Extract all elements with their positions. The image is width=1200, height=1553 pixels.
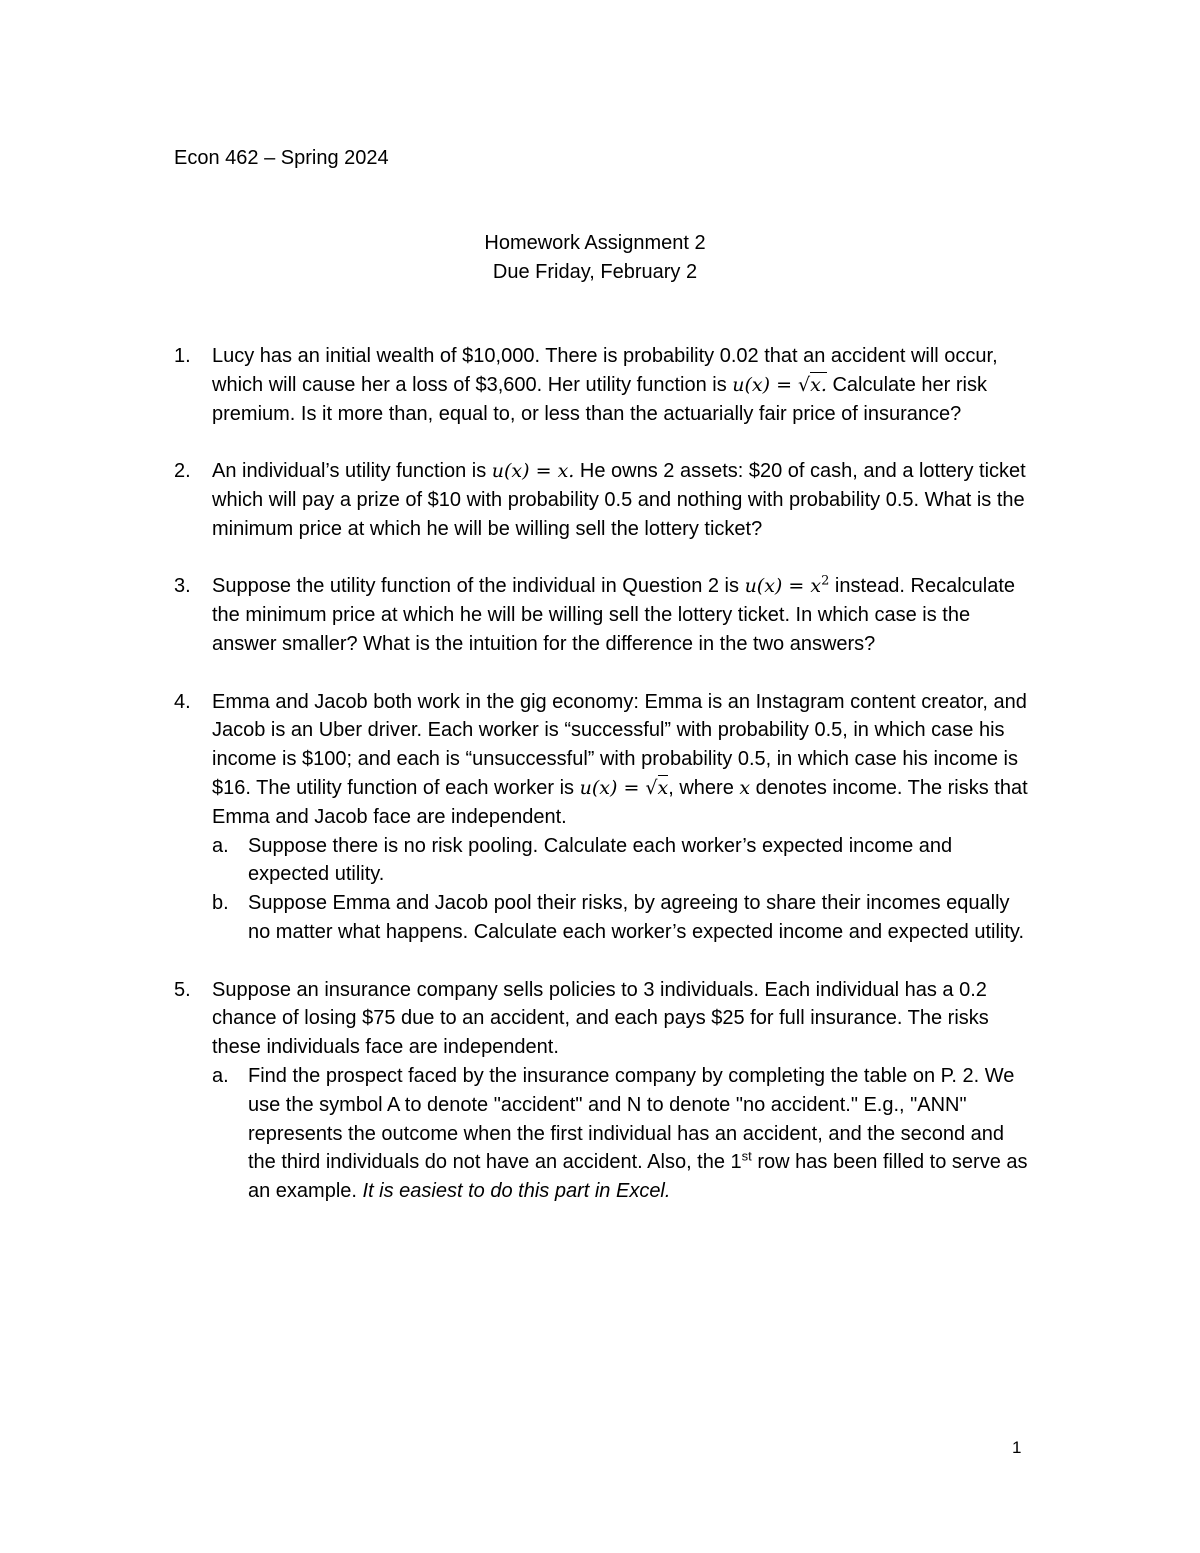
- question-3: [174, 572, 1034, 658]
- math-x: x.: [810, 373, 827, 396]
- math-ux: u(x): [744, 575, 783, 598]
- due-date: Due Friday, February 2: [492, 261, 698, 283]
- question-text-cont2: denotes income. The risks that Emma and Jacob face are independent.: [212, 776, 1028, 828]
- subquestion-text: Find the prospect faced by the insurance company by completing the table on P. 2. We use the symbol A to denote "accident" and N to denote "no accident." E.g., "ANN" represents the outcome when the first individual has an accident, and the second and the third individuals do not have an accident. Also, the 1: [248, 1064, 1015, 1174]
- utility-formula: [732, 372, 827, 396]
- math-x: x.: [557, 460, 575, 483]
- math-x-var: x: [739, 776, 751, 799]
- subquestion-text: Suppose there is no risk pooling. Calculate each worker’s expected income and expected utility.: [248, 834, 953, 886]
- subquestion-text: Suppose Emma and Jacob pool their risks, by agreeing to share their incomes equally no matter what happens. Calculate each worker’s expected income and expected utility.: [248, 892, 1024, 943]
- math-ux: u(x): [732, 373, 771, 396]
- question-number: 2.: [174, 460, 191, 483]
- utility-formula: [745, 575, 830, 597]
- sqrt-symbol: √: [645, 776, 658, 799]
- question-number: 5.: [174, 978, 191, 1001]
- sqrt-symbol: √: [798, 373, 811, 396]
- subquestion-letter: b.: [212, 892, 229, 915]
- question-text-cont: instead. Recalculate the minimum price at which he will be willing sell the lottery ticket. In which case is the answer smaller? What is the intuition for the difference in the two answers?: [212, 575, 1016, 655]
- math-equals: =: [788, 575, 805, 598]
- question-text-cont: Calculate her risk premium. Is it more than, equal to, or less than the actuarially fair price of insurance?: [212, 373, 987, 425]
- subquestion-4b: [212, 889, 1034, 947]
- question-list: [174, 342, 1034, 1235]
- math-exponent: 2: [821, 574, 830, 590]
- assignment-title: Homework Assignment 2: [484, 232, 706, 254]
- question-5: [174, 976, 1034, 1206]
- math-x: x: [810, 575, 822, 598]
- subquestion-text-cont: row has been filled to serve as an example.: [248, 1151, 1028, 1203]
- math-ux: u(x): [579, 776, 618, 799]
- utility-formula: [580, 775, 669, 799]
- question-text: Lucy has an initial wealth of $10,000. There is probability 0.02 that an accident will occur, which will cause her a loss of $3,600. Her utility function is: [212, 345, 998, 396]
- math-equals: =: [623, 776, 640, 799]
- subquestion-4a: [212, 832, 1034, 890]
- subquestion-5a: [212, 1062, 1034, 1206]
- math-equals: =: [776, 373, 792, 396]
- math-equals: =: [535, 460, 552, 483]
- utility-formula: [492, 460, 575, 482]
- excel-hint: It is easiest to do this part in Excel.: [362, 1180, 671, 1203]
- question-text-cont: , where: [668, 776, 740, 799]
- question-number: 3.: [174, 575, 191, 598]
- question-text: Suppose the utility function of the individual in Question 2 is: [212, 575, 745, 598]
- page-number: 1: [1012, 1438, 1022, 1457]
- question-text: An individual’s utility function is: [212, 460, 492, 483]
- question-number: 1.: [174, 345, 191, 367]
- question-2: [174, 457, 1034, 543]
- math-ux: u(x): [491, 460, 530, 483]
- ordinal-suffix: st: [741, 1148, 752, 1164]
- subquestion-letter: a.: [212, 834, 229, 857]
- question-text: Emma and Jacob both work in the gig economy: Emma is an Instagram content creator, and Jacob is an Uber driver. Each worker is “successful” with probability 0.5, in which case his income is $100; and each is “unsuccessful” with probability 0.5, in which case his income is $16. The utility function of each worker is: [212, 690, 1027, 799]
- question-text-cont: He owns 2 assets: $20 of cash, and a lottery ticket which will pay a prize of $10 with probability 0.5 and nothing with probability 0.5. What is the minimum price at which he will be willing sell the lottery ticket?: [212, 460, 1026, 540]
- question-1: [174, 342, 1034, 428]
- question-4: [174, 688, 1034, 947]
- subquestion-letter: a.: [212, 1064, 229, 1087]
- math-x: x: [657, 776, 669, 799]
- course-header: Econ 462 – Spring 2024: [174, 147, 389, 169]
- question-number: 4.: [174, 690, 191, 713]
- question-text: Suppose an insurance company sells policies to 3 individuals. Each individual has a 0.2 chance of losing $75 due to an accident, and each pays $25 for full insurance. The risks these individuals face are independent.: [212, 978, 989, 1059]
